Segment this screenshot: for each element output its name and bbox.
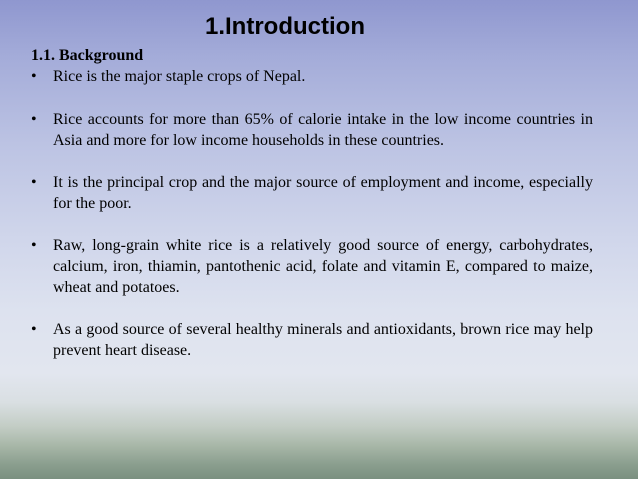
slide-title: 1.Introduction (205, 13, 365, 40)
bullet-dot-icon: • (31, 174, 37, 191)
bullet-item (31, 172, 593, 214)
bullet-item (31, 235, 593, 298)
bullet-item (31, 109, 593, 151)
bullet-text: Rice is the major staple crops of Nepal. (53, 68, 306, 85)
bullet-text: Raw, long-grain white rice is a relatively good source of energy, carbohydrates, calcium, iron, thiamin, pantothenic acid, folate and vitamin E, compared to maize, wheat and potatoes. (53, 237, 593, 296)
bullet-dot-icon: • (31, 321, 37, 338)
section-heading: 1.1. Background (31, 47, 144, 64)
bullet-list (31, 66, 593, 382)
bullet-text: Rice accounts for more than 65% of calorie intake in the low income countries in Asia and more for low income households in these countries. (53, 111, 593, 149)
bullet-dot-icon: • (31, 68, 37, 85)
bullet-dot-icon: • (31, 111, 37, 128)
bullet-item (31, 66, 593, 87)
bullet-text: As a good source of several healthy minerals and antioxidants, brown rice may help prevent heart disease. (53, 321, 593, 359)
bullet-item (31, 319, 593, 361)
bullet-dot-icon: • (31, 237, 37, 254)
bullet-text: It is the principal crop and the major source of employment and income, especially for the poor. (53, 174, 593, 212)
